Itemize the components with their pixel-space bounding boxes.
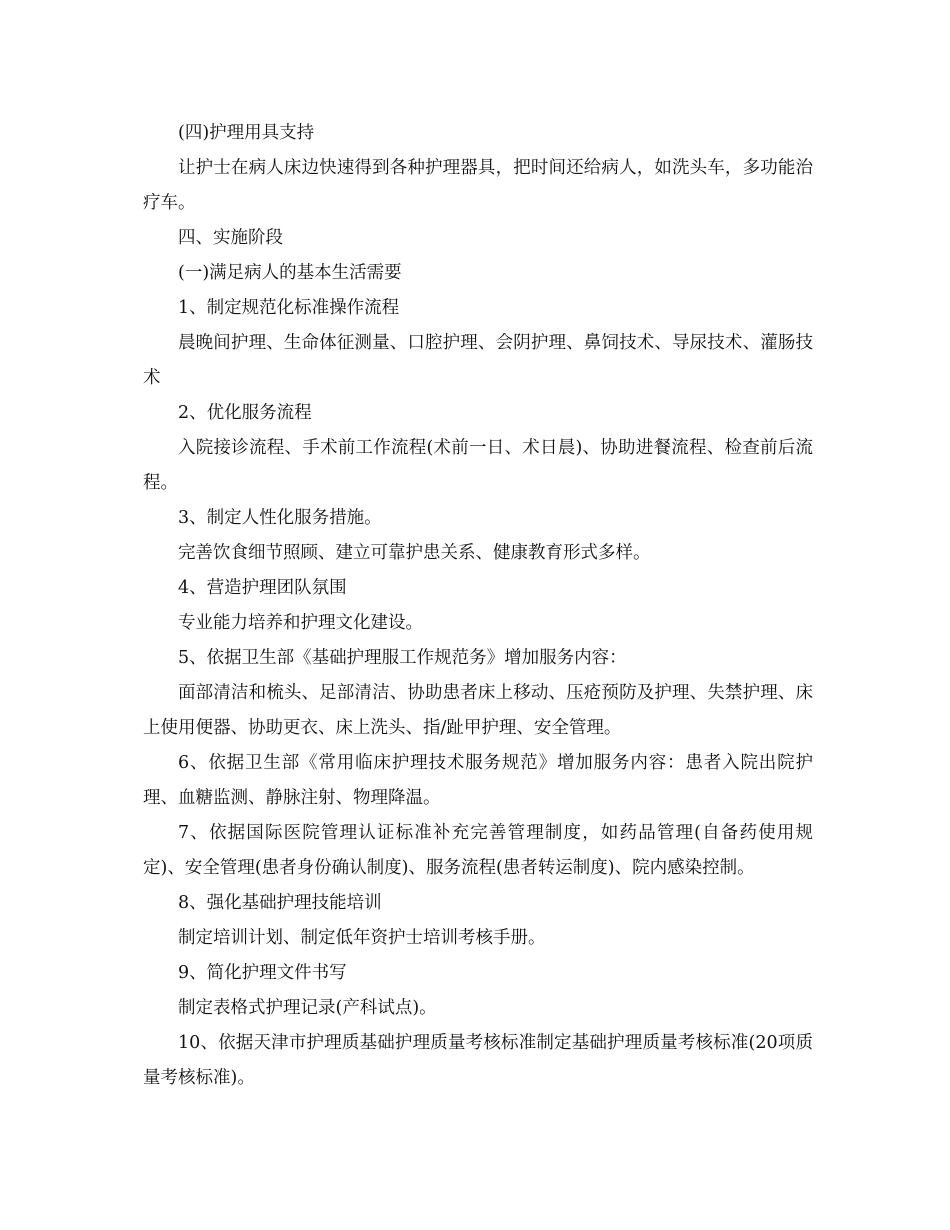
body-paragraph: 晨晚间护理、生命体征测量、口腔护理、会阴护理、鼻饲技术、导尿技术、灌肠技术 — [143, 333, 813, 388]
list-item-heading: 5、依据卫生部《基础护理服工作规范务》增加服务内容： — [178, 648, 627, 668]
body-paragraph: 制定表格式护理记录(产科试点)。 — [178, 998, 437, 1018]
body-paragraph: 让护士在病人床边快速得到各种护理器具，把时间还给病人，如洗头车，多功能治疗车。 — [143, 158, 813, 213]
list-item-heading: 3、制定人性化服务措施。 — [178, 508, 382, 528]
document-body — [143, 116, 813, 1096]
body-paragraph: 完善饮食细节照顾、建立可靠护患关系、健康教育形式多样。 — [178, 543, 651, 563]
list-item-heading: 2、优化服务流程 — [178, 403, 312, 423]
body-paragraph: 制定培训计划、制定低年资护士培训考核手册。 — [178, 928, 546, 948]
list-item-heading: 9、简化护理文件书写 — [178, 963, 347, 983]
list-item-paragraph: 10、依据天津市护理质基础护理质量考核标准制定基础护理质量考核标准(20项质量考核标准)。 — [143, 1033, 813, 1088]
section-heading: (四)护理用具支持 — [178, 123, 315, 143]
body-paragraph: 入院接诊流程、手术前工作流程(术前一日、术日晨)、协助进餐流程、检查前后流程。 — [143, 438, 813, 493]
list-item-heading: 1、制定规范化标准操作流程 — [178, 298, 400, 318]
list-item-heading: 8、强化基础护理技能培训 — [178, 893, 382, 913]
section-heading: (一)满足病人的基本生活需要 — [178, 263, 402, 283]
list-item-paragraph: 7、依据国际医院管理认证标准补充完善管理制度，如药品管理(自备药使用规定)、安全管理(患者身份确认制度)、服务流程(患者转运制度)、院内感染控制。 — [143, 823, 813, 878]
list-item-heading: 4、营造护理团队氛围 — [178, 578, 347, 598]
body-paragraph: 专业能力培养和护理文化建设。 — [178, 613, 423, 633]
section-heading: 四、实施阶段 — [178, 228, 283, 248]
body-paragraph: 面部清洁和梳头、足部清洁、协助患者床上移动、压疮预防及护理、失禁护理、床上使用便器、协助更衣、床上洗头、指/趾甲护理、安全管理。 — [143, 683, 813, 738]
list-item-paragraph: 6、依据卫生部《常用临床护理技术服务规范》增加服务内容：患者入院出院护理、血糖监测、静脉注射、物理降温。 — [143, 753, 813, 808]
